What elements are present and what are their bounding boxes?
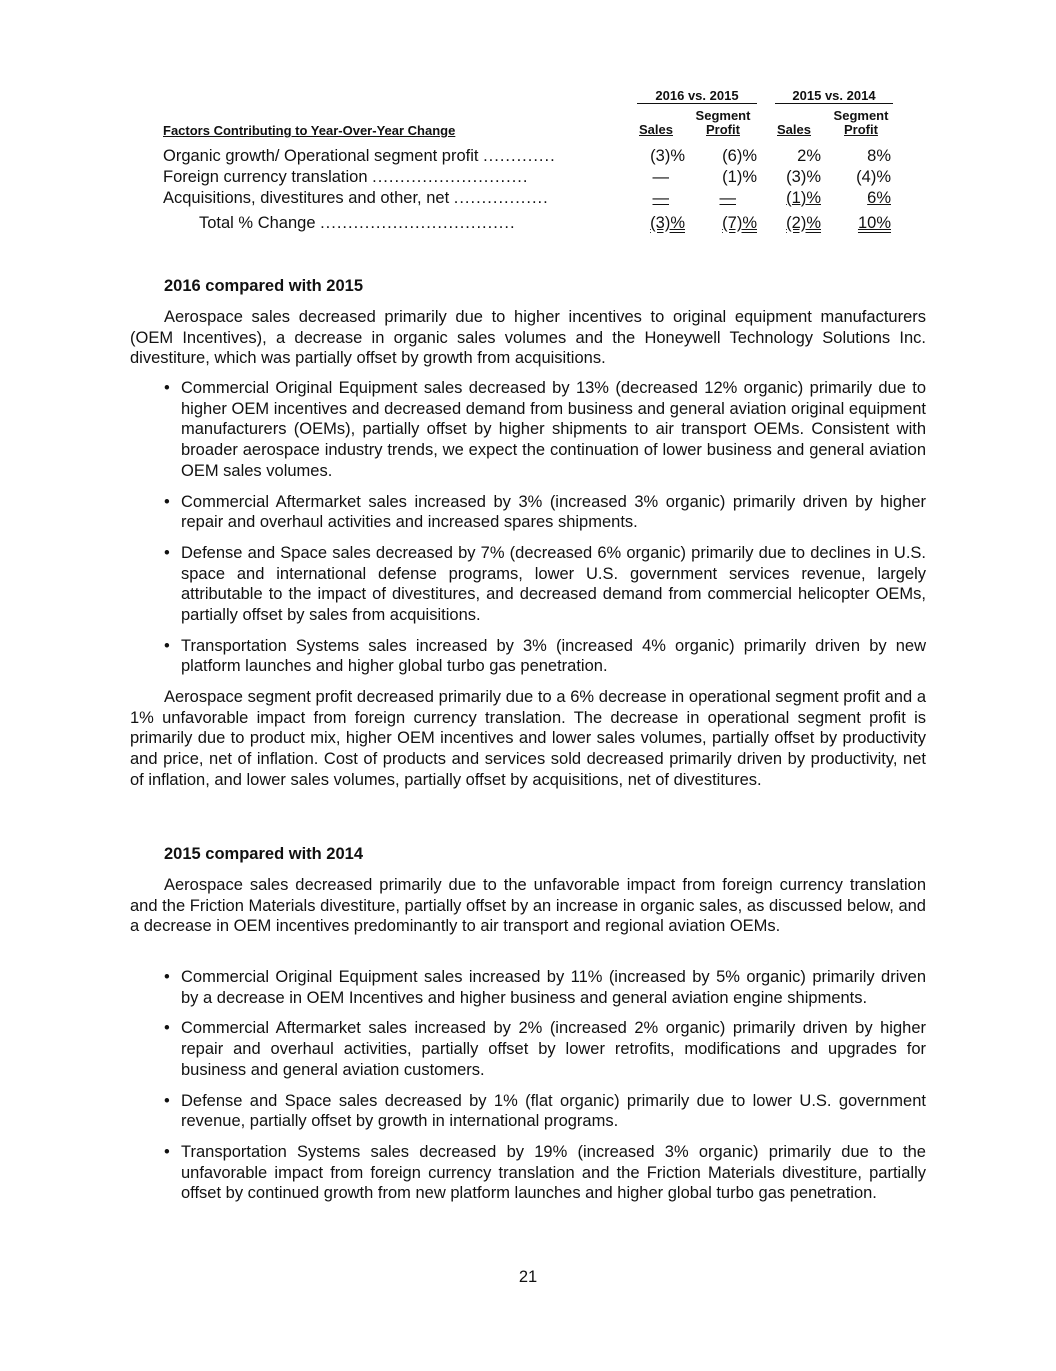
table-cell-total: (7)% xyxy=(722,214,757,232)
table-row-label: Foreign currency translation ............................ xyxy=(163,168,529,186)
table-row-label-total: Total % Change ................................... xyxy=(199,214,516,232)
group-header-2015-vs-2014: 2015 vs. 2014 xyxy=(775,88,893,104)
list-item: • Commercial Aftermarket sales increased by 3% (increased 3% organic) primarily driven by higher repair and overhaul activities and increased spares shipments. xyxy=(164,492,926,532)
table-cell: (3)% xyxy=(786,168,821,186)
list-item: • Transportation Systems sales increased by 3% (increased 4% organic) primarily driven by new platform launches and higher global turbo gas penetration. xyxy=(164,636,926,676)
bullet-icon: • xyxy=(164,492,170,511)
list-item: • Commercial Aftermarket sales increased by 2% (increased 2% organic) primarily driven by higher repair and overhaul activities, partially offset by lower retrofits, modifications and upgrades for business and general aviation customers. xyxy=(164,1019,926,1079)
table-cell-total: (2)% xyxy=(786,214,821,232)
table-cell: (1)% xyxy=(786,189,821,207)
col-header-sales-2015: Sales xyxy=(777,122,811,137)
section-2015-bullet-list xyxy=(164,967,926,1214)
table-cell: (4)% xyxy=(856,168,891,186)
table-cell-total: (3)% xyxy=(650,214,685,232)
table-cell: (3)% xyxy=(650,147,685,165)
bullet-icon: • xyxy=(164,968,170,986)
bullet-icon: • xyxy=(164,1142,170,1161)
table-row-label: Acquisitions, divestitures and other, net ................. xyxy=(163,189,549,207)
bullet-icon: • xyxy=(164,543,170,562)
table-cell: — xyxy=(719,189,736,207)
list-item: • Commercial Original Equipment sales decreased by 13% (decreased 12% organic) primarily due to higher OEM incentives and decreased demand from business and general aviation original equipment manufacturers (OEMs), partially offset by higher shipments to air transport OEMs. Consistent with broader aerospace industry trends, we expect the continuation of lower business and general aviation OEM sales volumes. xyxy=(164,379,926,480)
bullet-icon: • xyxy=(164,1019,170,1038)
table-cell: 2% xyxy=(797,147,821,165)
table-row-label: Organic growth/ Operational segment profit ............. xyxy=(163,147,556,165)
group-header-2016-vs-2015: 2016 vs. 2015 xyxy=(637,88,757,104)
table-cell: — xyxy=(652,168,669,186)
bullet-icon: • xyxy=(164,379,170,397)
factor-column-header: Factors Contributing to Year-Over-Year Change xyxy=(163,123,456,138)
table-cell: 6% xyxy=(867,189,891,207)
bullet-icon: • xyxy=(164,636,170,655)
section-2016-closing: Aerospace segment profit decreased primarily due to a 6% decrease in operational segment profit and a 1% unfavorable impact from foreign currency translation. The decrease in operational segment profit is primarily due to product mix, higher OEM incentives and lower sales volumes, partially offset by productivity and price, net of inflation. Cost of products and services sold decreased primarily driven by productivity, net of inflation, and lower sales volumes, partially offset by acquisitions, net of divestitures. xyxy=(130,688,926,789)
list-item: • Defense and Space sales decreased by 7% (decreased 6% organic) primarily due to declines in U.S. space and international defense programs, lower U.S. government services revenue, largely attributable to the impact of divestitures, and decreased demand from commercial helicopter OEMs, partially offset by sales from acquisitions. xyxy=(164,543,926,625)
table-cell: (1)% xyxy=(722,168,757,186)
col-header-segment-profit-2016: Segment Profit xyxy=(695,108,751,137)
list-item: • Commercial Original Equipment sales increased by 11% (increased by 5% organic) primarily driven by a decrease in OEM Incentives and higher business and general aviation engine shipments. xyxy=(164,968,926,1007)
section-2016-intro: Aerospace sales decreased primarily due to higher incentives to original equipment manufacturers (OEM Incentives), a decrease in organic sales volumes and the Honeywell Technology Solutions Inc. divestiture, which was partially offset by growth from acquisitions. xyxy=(130,308,926,368)
section-2016-bullet-list xyxy=(164,378,926,687)
table-cell: 8% xyxy=(867,147,891,165)
col-header-segment-profit-2015: Segment Profit xyxy=(833,108,889,137)
table-cell-total: 10% xyxy=(857,214,891,232)
list-item: • Defense and Space sales decreased by 1% (flat organic) primarily due to lower U.S. government revenue, partially offset by growth in international programs. xyxy=(164,1091,926,1131)
list-item: • Transportation Systems sales decreased by 19% (increased 3% organic) primarily due to the unfavorable impact from foreign currency translation and the Friction Materials divestiture, partially offset by continued growth from new platform launches and higher global turbo gas penetration. xyxy=(164,1142,926,1203)
col-header-sales-2016: Sales xyxy=(639,122,673,137)
bullet-icon: • xyxy=(164,1091,170,1110)
table-cell: — xyxy=(652,189,669,207)
page-number: 21 xyxy=(518,1268,538,1286)
section-heading-2016: 2016 compared with 2015 xyxy=(164,277,364,295)
table-cell: (6)% xyxy=(722,147,757,165)
section-2015-intro: Aerospace sales decreased primarily due to the unfavorable impact from foreign currency translation and the Friction Materials divestiture, partially offset by an increase in organic sales, as discussed below, and a decrease in OEM incentives predominantly to air transport and regional aviation OEMs. xyxy=(130,876,926,936)
section-heading-2015: 2015 compared with 2014 xyxy=(164,845,364,863)
